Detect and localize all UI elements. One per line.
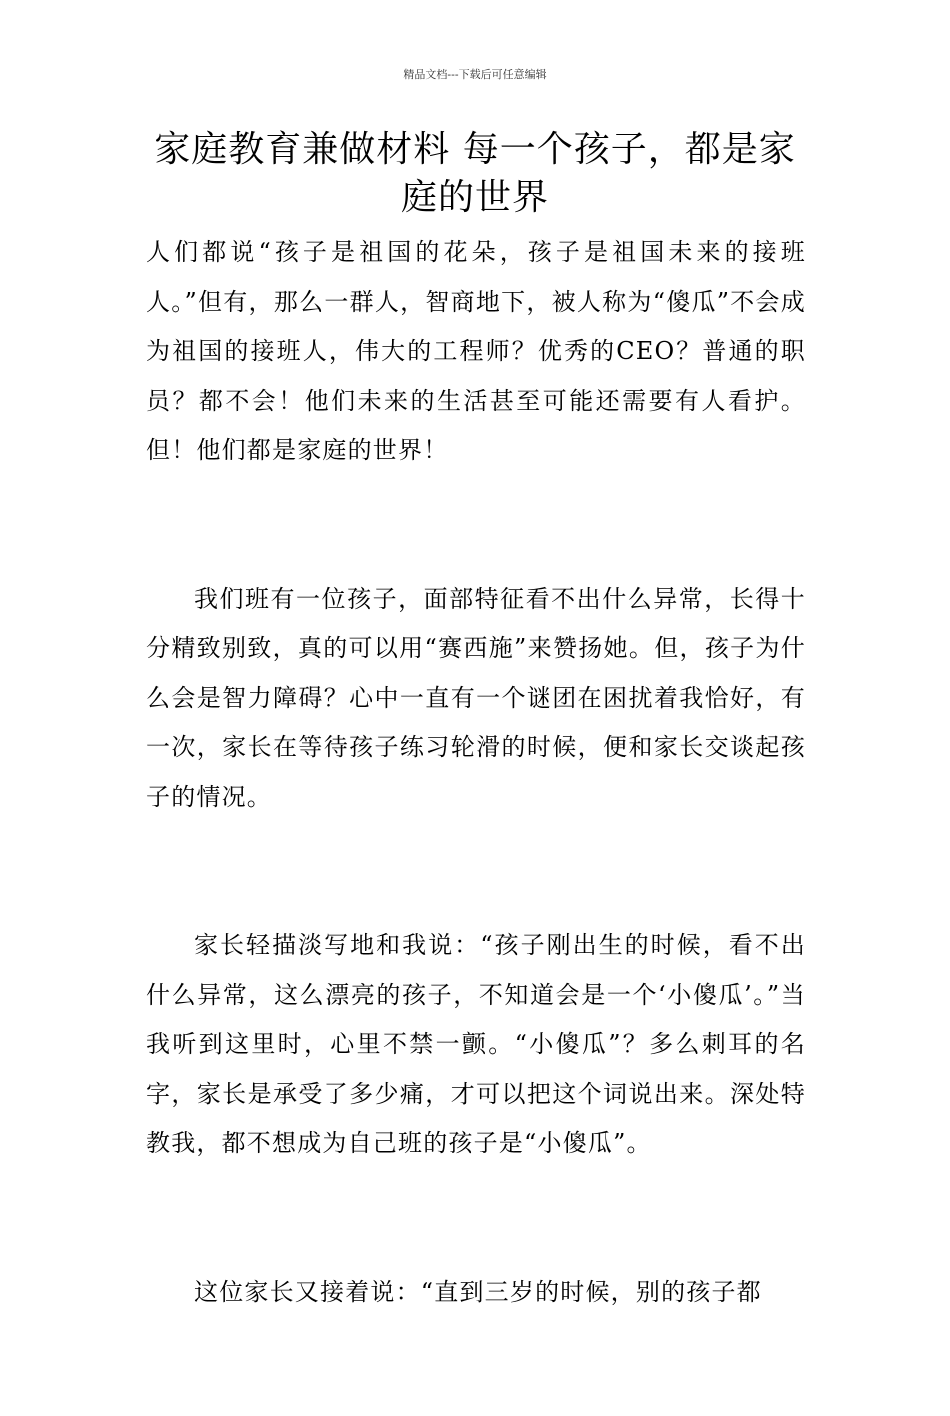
paragraph-4: 这位家长又接着说：“直到三岁的时候，别的孩子都 xyxy=(194,1277,762,1306)
page-header: 精品文档---下载后可任意编辑 xyxy=(403,68,547,81)
document-body xyxy=(146,228,806,1416)
document-title: 家庭教育兼做材料 每一个孩子，都是家庭的世界 xyxy=(154,129,796,218)
paragraph-1: 人们都说“孩子是祖国的花朵，孩子是祖国未来的接班人。”但有，那么一群人，智商地下，被人称为“傻瓜”不会成为祖国的接班人，伟大的工程师？优秀的CEO？普通的职员？都不会！他们未来的生活甚至可能还需要有人看护。但！他们都是家庭的世界！ xyxy=(146,238,806,464)
paragraph-3: 家长轻描淡写地和我说：“孩子刚出生的时候，看不出什么异常，这么漂亮的孩子，不知道会是一个‘小傻瓜’。”当我听到这里时，心里不禁一颤。“小傻瓜”？多么刺耳的名字，家长是承受了多少痛，才可以把这个词说出来。深处特教我，都不想成为自己班的孩子是“小傻瓜”。 xyxy=(146,931,806,1157)
paragraph-2: 我们班有一位孩子，面部特征看不出什么异常，长得十分精致别致，真的可以用“赛西施”来赞扬她。但，孩子为什么会是智力障碍？心中一直有一个谜团在困扰着我恰好，有一次，家长在等待孩子练习轮滑的时候，便和家长交谈起孩子的情况。 xyxy=(146,584,806,811)
